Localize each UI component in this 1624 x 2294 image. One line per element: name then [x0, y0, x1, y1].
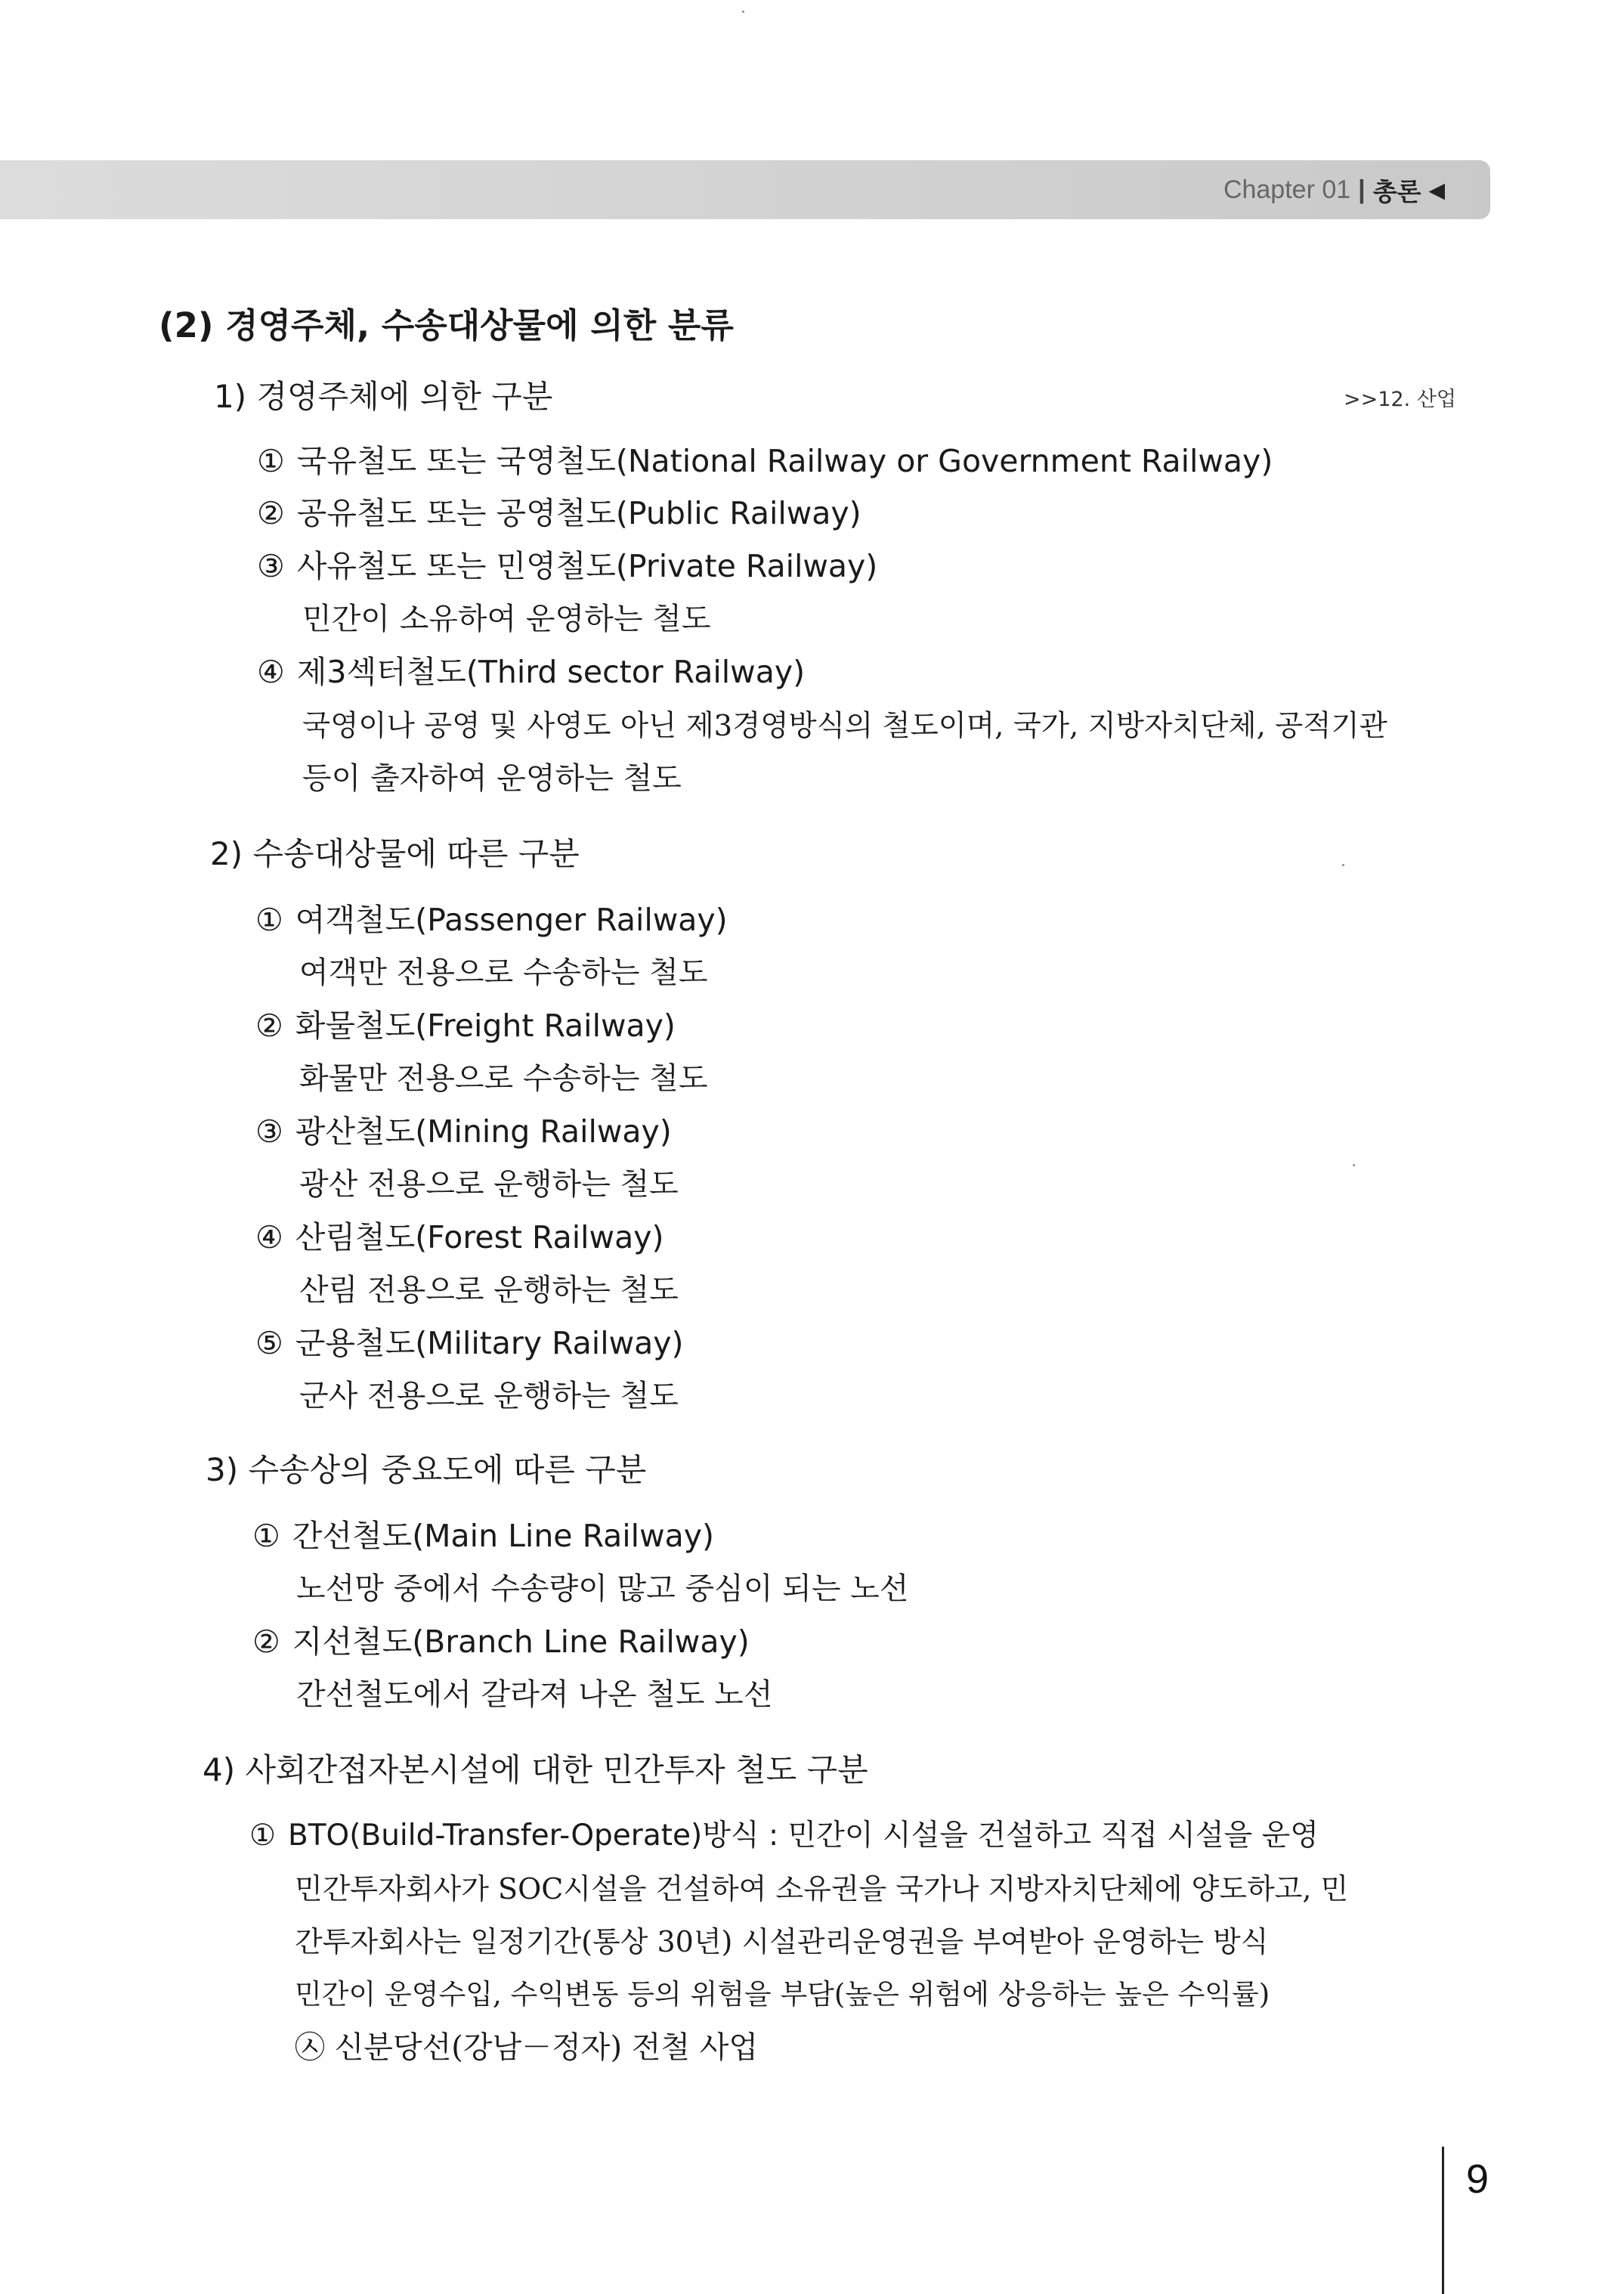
group-heading: 3) 수송상의 중요도에 따른 구분 [206, 1451, 647, 1488]
item-description: 민간투자회사가 SOC시설을 건설하여 소유권을 국가나 지방자치단체에 양도하고, 민 [295, 1872, 1349, 1905]
item-description: 노선망 중에서 수송량이 많고 중심이 되는 노선 [296, 1571, 909, 1606]
header-separator: | [1358, 175, 1366, 204]
group-heading: 4) 사회간접자본시설에 대한 민간투자 철도 구분 [203, 1751, 868, 1788]
list-item [255, 1110, 672, 1153]
item-title: 제3섹터철도(Third sector Railway) [296, 654, 806, 690]
page-number-rule [1442, 2147, 1444, 2294]
scan-speck [742, 11, 744, 13]
page-number: 9 [1466, 2156, 1489, 2202]
chapter-title: 총론 [1372, 176, 1421, 206]
item-title: 산림철도(Forest Railway) [295, 1219, 664, 1255]
item-title: 간선철도(Main Line Railway) [292, 1518, 714, 1554]
item-title: 여객철도(Passenger Railway) [295, 902, 728, 938]
item-marker: ⑤ [255, 1325, 283, 1361]
item-title: 화물철도(Freight Railway) [295, 1008, 676, 1044]
item-title: BTO(Build-Transfer-Operate)방식 : 민간이 시설을 건설하고 직접 시설을 운영 [287, 1819, 1319, 1853]
item-description: 화물만 전용으로 수송하는 철도 [299, 1061, 708, 1096]
item-description: 군사 전용으로 운행하는 철도 [299, 1379, 679, 1413]
item-marker: ② [255, 1008, 283, 1044]
scan-speck [1342, 864, 1344, 866]
list-item [257, 440, 1273, 482]
list-item [249, 1815, 1319, 1857]
list-item [255, 899, 728, 941]
list-item [252, 1515, 714, 1557]
header-text [1223, 174, 1445, 206]
item-title: 국유철도 또는 국영철도(National Railway or Government Railway) [296, 443, 1273, 479]
group-heading: 1) 경영주체에 의한 구분 [214, 378, 553, 415]
group-heading: 2) 수송대상물에 따른 구분 [210, 835, 580, 872]
item-description: 민간이 소유하여 운영하는 철도 [302, 602, 711, 636]
item-description: 민간이 운영수입, 수익변동 등의 위험을 부담(높은 위험에 상응하는 높은 수익률) [295, 1978, 1270, 2011]
item-marker: ④ [255, 1219, 283, 1255]
item-marker: ① [255, 902, 283, 938]
chapter-label: Chapter 01 [1223, 175, 1351, 204]
item-marker: ① [252, 1518, 280, 1554]
list-item [257, 492, 861, 534]
item-title: 공유철도 또는 공영철도(Public Railway) [296, 495, 861, 531]
list-item [255, 1322, 684, 1364]
item-description: 등이 출자하여 운영하는 철도 [302, 761, 682, 796]
item-marker: ③ [257, 548, 285, 584]
left-triangle-icon: ◀ [1428, 178, 1445, 202]
item-marker: ① [249, 1819, 276, 1853]
exam-tag: >>12. 산업 [1344, 388, 1456, 411]
item-description: 광산 전용으로 운행하는 철도 [299, 1167, 679, 1202]
item-marker: ④ [257, 654, 285, 690]
list-item [257, 545, 877, 587]
item-marker: ③ [255, 1113, 283, 1150]
item-description: 산림 전용으로 운행하는 철도 [299, 1273, 679, 1308]
example-line: ㉦ 신분당선(강남－정자) 전철 사업 [295, 2030, 759, 2065]
item-marker: ② [257, 495, 285, 531]
running-header [0, 160, 1490, 219]
list-item [255, 1005, 676, 1047]
item-marker: ② [252, 1624, 280, 1660]
list-item [257, 651, 805, 693]
item-title: 사유철도 또는 민영철도(Private Railway) [296, 548, 878, 584]
item-description: 간투자회사는 일정기간(통상 30년) 시설관리운영권을 부여받아 운영하는 방식 [295, 1925, 1269, 1958]
list-item [255, 1216, 664, 1258]
item-title: 군용철도(Military Railway) [295, 1325, 684, 1361]
section-heading: (2) 경영주체, 수송대상물에 의한 분류 [159, 305, 734, 345]
item-description: 여객만 전용으로 수송하는 철도 [299, 955, 708, 990]
item-description: 간선철도에서 갈라져 나온 철도 노선 [296, 1677, 773, 1712]
list-item [252, 1621, 750, 1663]
item-title: 광산철도(Mining Railway) [295, 1113, 672, 1150]
scan-speck [1353, 1164, 1355, 1166]
item-description: 국영이나 공영 및 사영도 아닌 제3경영방식의 철도이며, 국가, 지방자치단체, 공적기관 [302, 709, 1387, 743]
item-title: 지선철도(Branch Line Railway) [292, 1624, 750, 1660]
item-marker: ① [257, 443, 285, 479]
